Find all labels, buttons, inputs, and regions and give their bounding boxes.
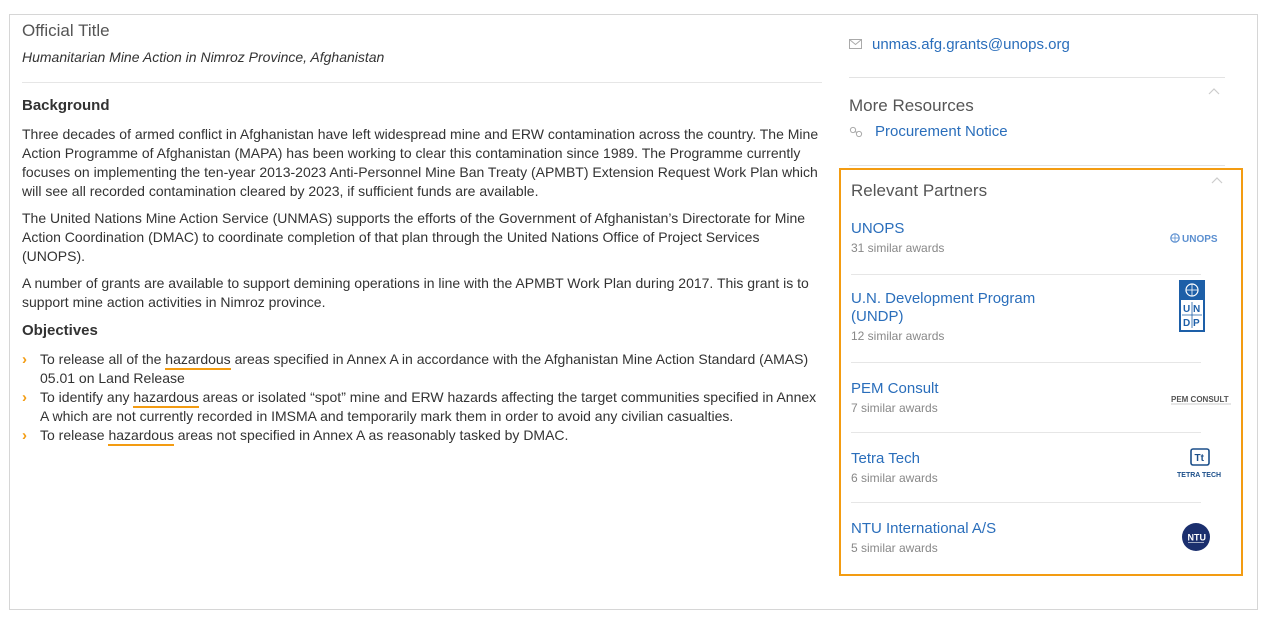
partner-item-ntu[interactable]	[851, 520, 1229, 556]
objectives-list	[22, 350, 822, 445]
partner-divider	[851, 362, 1201, 363]
highlighted-term: hazardous	[108, 427, 173, 446]
relevant-partners-panel	[839, 168, 1243, 576]
official-title-label: Official Title	[22, 21, 110, 40]
objective-item: › To release all of the hazardous areas specified in Annex A in accordance with the Afghanistan Mine Action Standard (AMAS) 05.01 on Land Release	[22, 351, 809, 386]
sidebar-divider	[849, 77, 1225, 78]
svg-text:N: N	[1193, 304, 1201, 315]
partner-divider	[851, 274, 1201, 275]
partner-name[interactable]: Tetra Tech	[851, 450, 920, 467]
official-title-value: Humanitarian Mine Action in Nimroz Province, Afghanistan	[22, 49, 385, 65]
background-heading: Background	[22, 97, 110, 114]
pem-consult-logo	[1171, 392, 1233, 404]
svg-text:P: P	[1193, 318, 1200, 329]
procurement-notice-link[interactable]: Procurement Notice	[875, 123, 1008, 140]
sidebar	[849, 20, 1229, 56]
highlighted-term: hazardous	[165, 351, 230, 370]
relevant-partners-title: Relevant Partners	[851, 181, 988, 200]
objectives-heading: Objectives	[22, 322, 98, 339]
link-icon	[849, 126, 863, 138]
divider	[22, 82, 822, 83]
partner-name[interactable]: NTU International A/S	[851, 520, 997, 537]
partner-item-undp[interactable]	[851, 290, 1229, 344]
svg-text:D: D	[1183, 318, 1191, 329]
background-paragraph-1: Three decades of armed conflict in Afghanistan have left widespread mine and ERW contamination across the country. The Mine Action Programme of Afghanistan (MAPA) has been working to clear this contamination since 1989. The Programme currently focuses on implementing the ten-year 2013-2023 Anti-Personnel Mine Ban Treaty (APMBT) Extension Request Work Plan which will see all recorded contamination cleared by 2023, if sufficient funds are available.	[22, 126, 819, 199]
unops-logo	[1169, 230, 1229, 246]
chevron-right-icon: ›	[22, 351, 27, 368]
envelope-icon	[849, 39, 862, 49]
partner-award-count: 5 similar awards	[851, 541, 938, 555]
partner-award-count: 31 similar awards	[851, 241, 945, 255]
chevron-up-icon[interactable]	[1211, 176, 1223, 184]
chevron-up-icon[interactable]	[1208, 87, 1220, 95]
svg-text:PEM CONSULT: PEM CONSULT	[1171, 395, 1229, 404]
svg-text:Tt: Tt	[1194, 453, 1204, 464]
email-link[interactable]: unmas.afg.grants@unops.org	[872, 35, 1070, 53]
main-content	[22, 20, 830, 445]
objective-item: › To identify any hazardous areas or isolated “spot” mine and ERW hazards affecting the target communities specified in Annex A which are not currently recorded in IMSMA and temporarily mark them in order to avoid any civilian casualties.	[22, 389, 817, 424]
background-paragraph-2: The United Nations Mine Action Service (UNMAS) supports the efforts of the Government of Afghanistan’s Directorate for Mine Action Coordination (DMAC) to coordinate completion of that plan through the United Nations Office of Project Services (UNOPS).	[22, 210, 806, 264]
partner-award-count: 12 similar awards	[851, 329, 945, 343]
ntu-logo	[1181, 522, 1211, 552]
partner-divider	[851, 502, 1201, 503]
resource-item[interactable]	[849, 123, 1008, 140]
undp-logo	[1179, 280, 1205, 332]
contact-email	[849, 32, 1229, 56]
partner-divider	[851, 432, 1201, 433]
svg-text:TETRA TECH: TETRA TECH	[1177, 472, 1222, 479]
chevron-right-icon: ›	[22, 427, 27, 444]
svg-text:U: U	[1183, 304, 1191, 315]
sidebar-divider	[849, 165, 1225, 166]
tetra-tech-logo	[1171, 448, 1231, 480]
more-resources-title: More Resources	[849, 96, 974, 115]
svg-text:NTU: NTU	[1187, 532, 1206, 543]
more-resources-section	[849, 95, 1008, 140]
partner-name[interactable]: PEM Consult	[851, 380, 939, 397]
partner-award-count: 7 similar awards	[851, 401, 938, 415]
partner-name[interactable]: U.N. Development Program (UNDP)	[851, 290, 1036, 325]
svg-text:UNOPS: UNOPS	[1182, 234, 1218, 245]
background-paragraph-3: A number of grants are available to support demining operations in line with the APMBT Work Plan during 2017. This grant is to support mine action activities in Nimroz province.	[22, 275, 809, 310]
partner-name[interactable]: UNOPS	[851, 220, 905, 237]
objective-item: › To release hazardous areas not specified in Annex A as reasonably tasked by DMAC.	[22, 427, 569, 444]
partner-award-count: 6 similar awards	[851, 471, 938, 485]
chevron-right-icon: ›	[22, 389, 27, 406]
highlighted-term: hazardous	[133, 389, 198, 408]
